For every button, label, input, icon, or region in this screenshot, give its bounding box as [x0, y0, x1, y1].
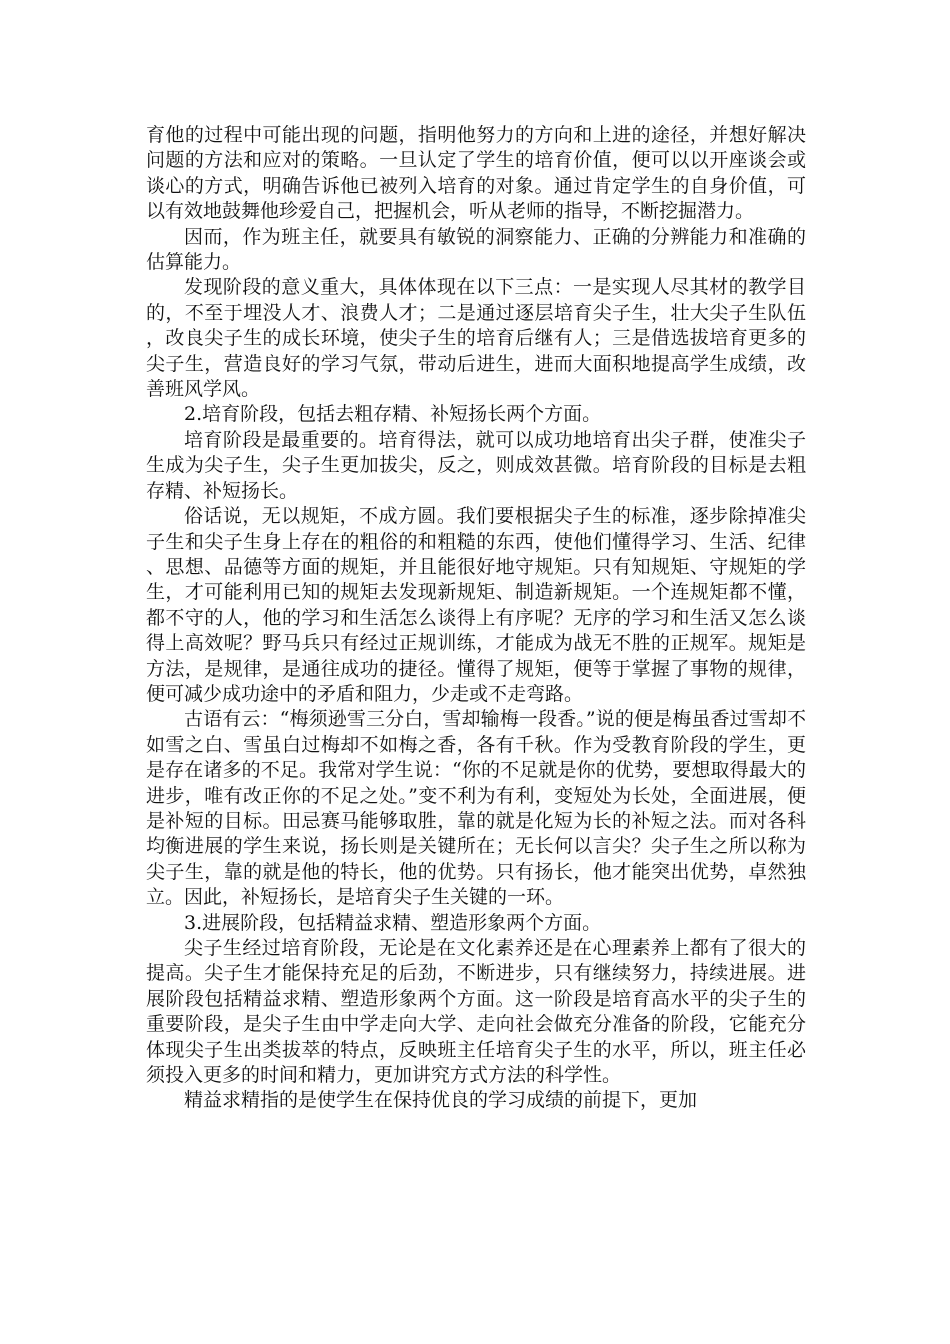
- paragraph-3: 发现阶段的意义重大，具体体现在以下三点：一是实现人尽其材的教学目的，不至于埋没人才、浪费人才；二是通过逐层培育尖子生，壮大尖子生队伍，改良尖子生的成长环境，使尖子生的培育后继有人；三是借选拔培育更多的尖子生，营造良好的学习气氛，带动后进生，进而大面积地提高学生成绩，改善班风学风。: [146, 276, 806, 401]
- paragraph-2: 因而，作为班主任，就要具有敏锐的洞察能力、正确的分辨能力和准确的估算能力。: [146, 225, 806, 274]
- paragraph-6: 俗话说，无以规矩，不成方圆。我们要根据尖子生的标准，逐步除掉准尖子生和尖子生身上存在的粗俗的和粗糙的东西，使他们懂得学习、生活、纪律、思想、品德等方面的规矩，并且能很好地守规矩。只有知规矩、守规矩的学生，才可能利用已知的规矩去发现新规矩、制造新规矩。一个连规矩都不懂，都不守的人，他的学习和生活怎么谈得上有序呢？无序的学习和生活又怎么谈得上高效呢？野马兵只有经过正规训练，才能成为战无不胜的正规军。规矩是方法，是规律，是通往成功的捷径。懂得了规矩，便等于掌握了事物的规律，便可减少成功途中的矛盾和阻力，少走或不走弯路。: [146, 505, 806, 705]
- section-heading-3: 3.进展阶段，包括精益求精、塑造形象两个方面。: [184, 911, 602, 934]
- paragraph-10: 精益求精指的是使学生在保持优良的学习成绩的前提下，更加: [184, 1089, 698, 1112]
- paragraph-9: 尖子生经过培育阶段，无论是在文化素养还是在心理素养上都有了很大的提高。尖子生才能保持充足的后劲，不断进步，只有继续努力，持续进展。进展阶段包括精益求精、塑造形象两个方面。这一阶段是培育高水平的尖子生的重要阶段，是尖子生由中学走向大学、走向社会做充分准备的阶段，它能充分体现尖子生出类拔萃的特点，反映班主任培育尖子生的水平，所以，班主任必须投入更多的时间和精力，更加讲究方式方法的科学性。: [146, 937, 806, 1087]
- paragraph-7: 古语有云：“梅须逊雪三分白，雪却输梅一段香。”说的便是梅虽香过雪却不如雪之白、雪虽白过梅却不如梅之香，各有千秋。作为受教育阶段的学生，更是存在诸多的不足。我常对学生说：“你的不足就是你的优势，要想取得最大的进步，唯有改正你的不足之处。”变不利为有利，变短处为长处，全面进展，便是补短的目标。田忌赛马能够取胜，靠的就是化短为长的补短之法。而对各科均衡进展的学生来说，扬长则是关键所在；无长何以言尖？尖子生之所以称为尖子生，靠的就是他的特长，他的优势。只有扬长，他才能突出优势，卓然独立。因此，补短扬长，是培育尖子生关键的一环。: [146, 708, 806, 909]
- paragraph-1: 育他的过程中可能出现的问题，指明他努力的方向和上进的途径，并想好解决问题的方法和应对的策略。一旦认定了学生的培育价值，便可以以开座谈会或谈心的方式，明确告诉他已被列入培育的对象。通过肯定学生的自身价值，可以有效地鼓舞他珍爱自己，把握机会，听从老师的指导，不断挖掘潜力。: [146, 124, 806, 223]
- section-heading-2: 2.培育阶段，包括去粗存精、补短扬长两个方面。: [184, 403, 602, 426]
- paragraph-5: 培育阶段是最重要的。培育得法，就可以成功地培育出尖子群，使准尖子生成为尖子生，尖子生更加拔尖，反之，则成效甚微。培育阶段的目标是去粗存精、补短扬长。: [146, 428, 806, 502]
- document-body: [146, 123, 806, 1114]
